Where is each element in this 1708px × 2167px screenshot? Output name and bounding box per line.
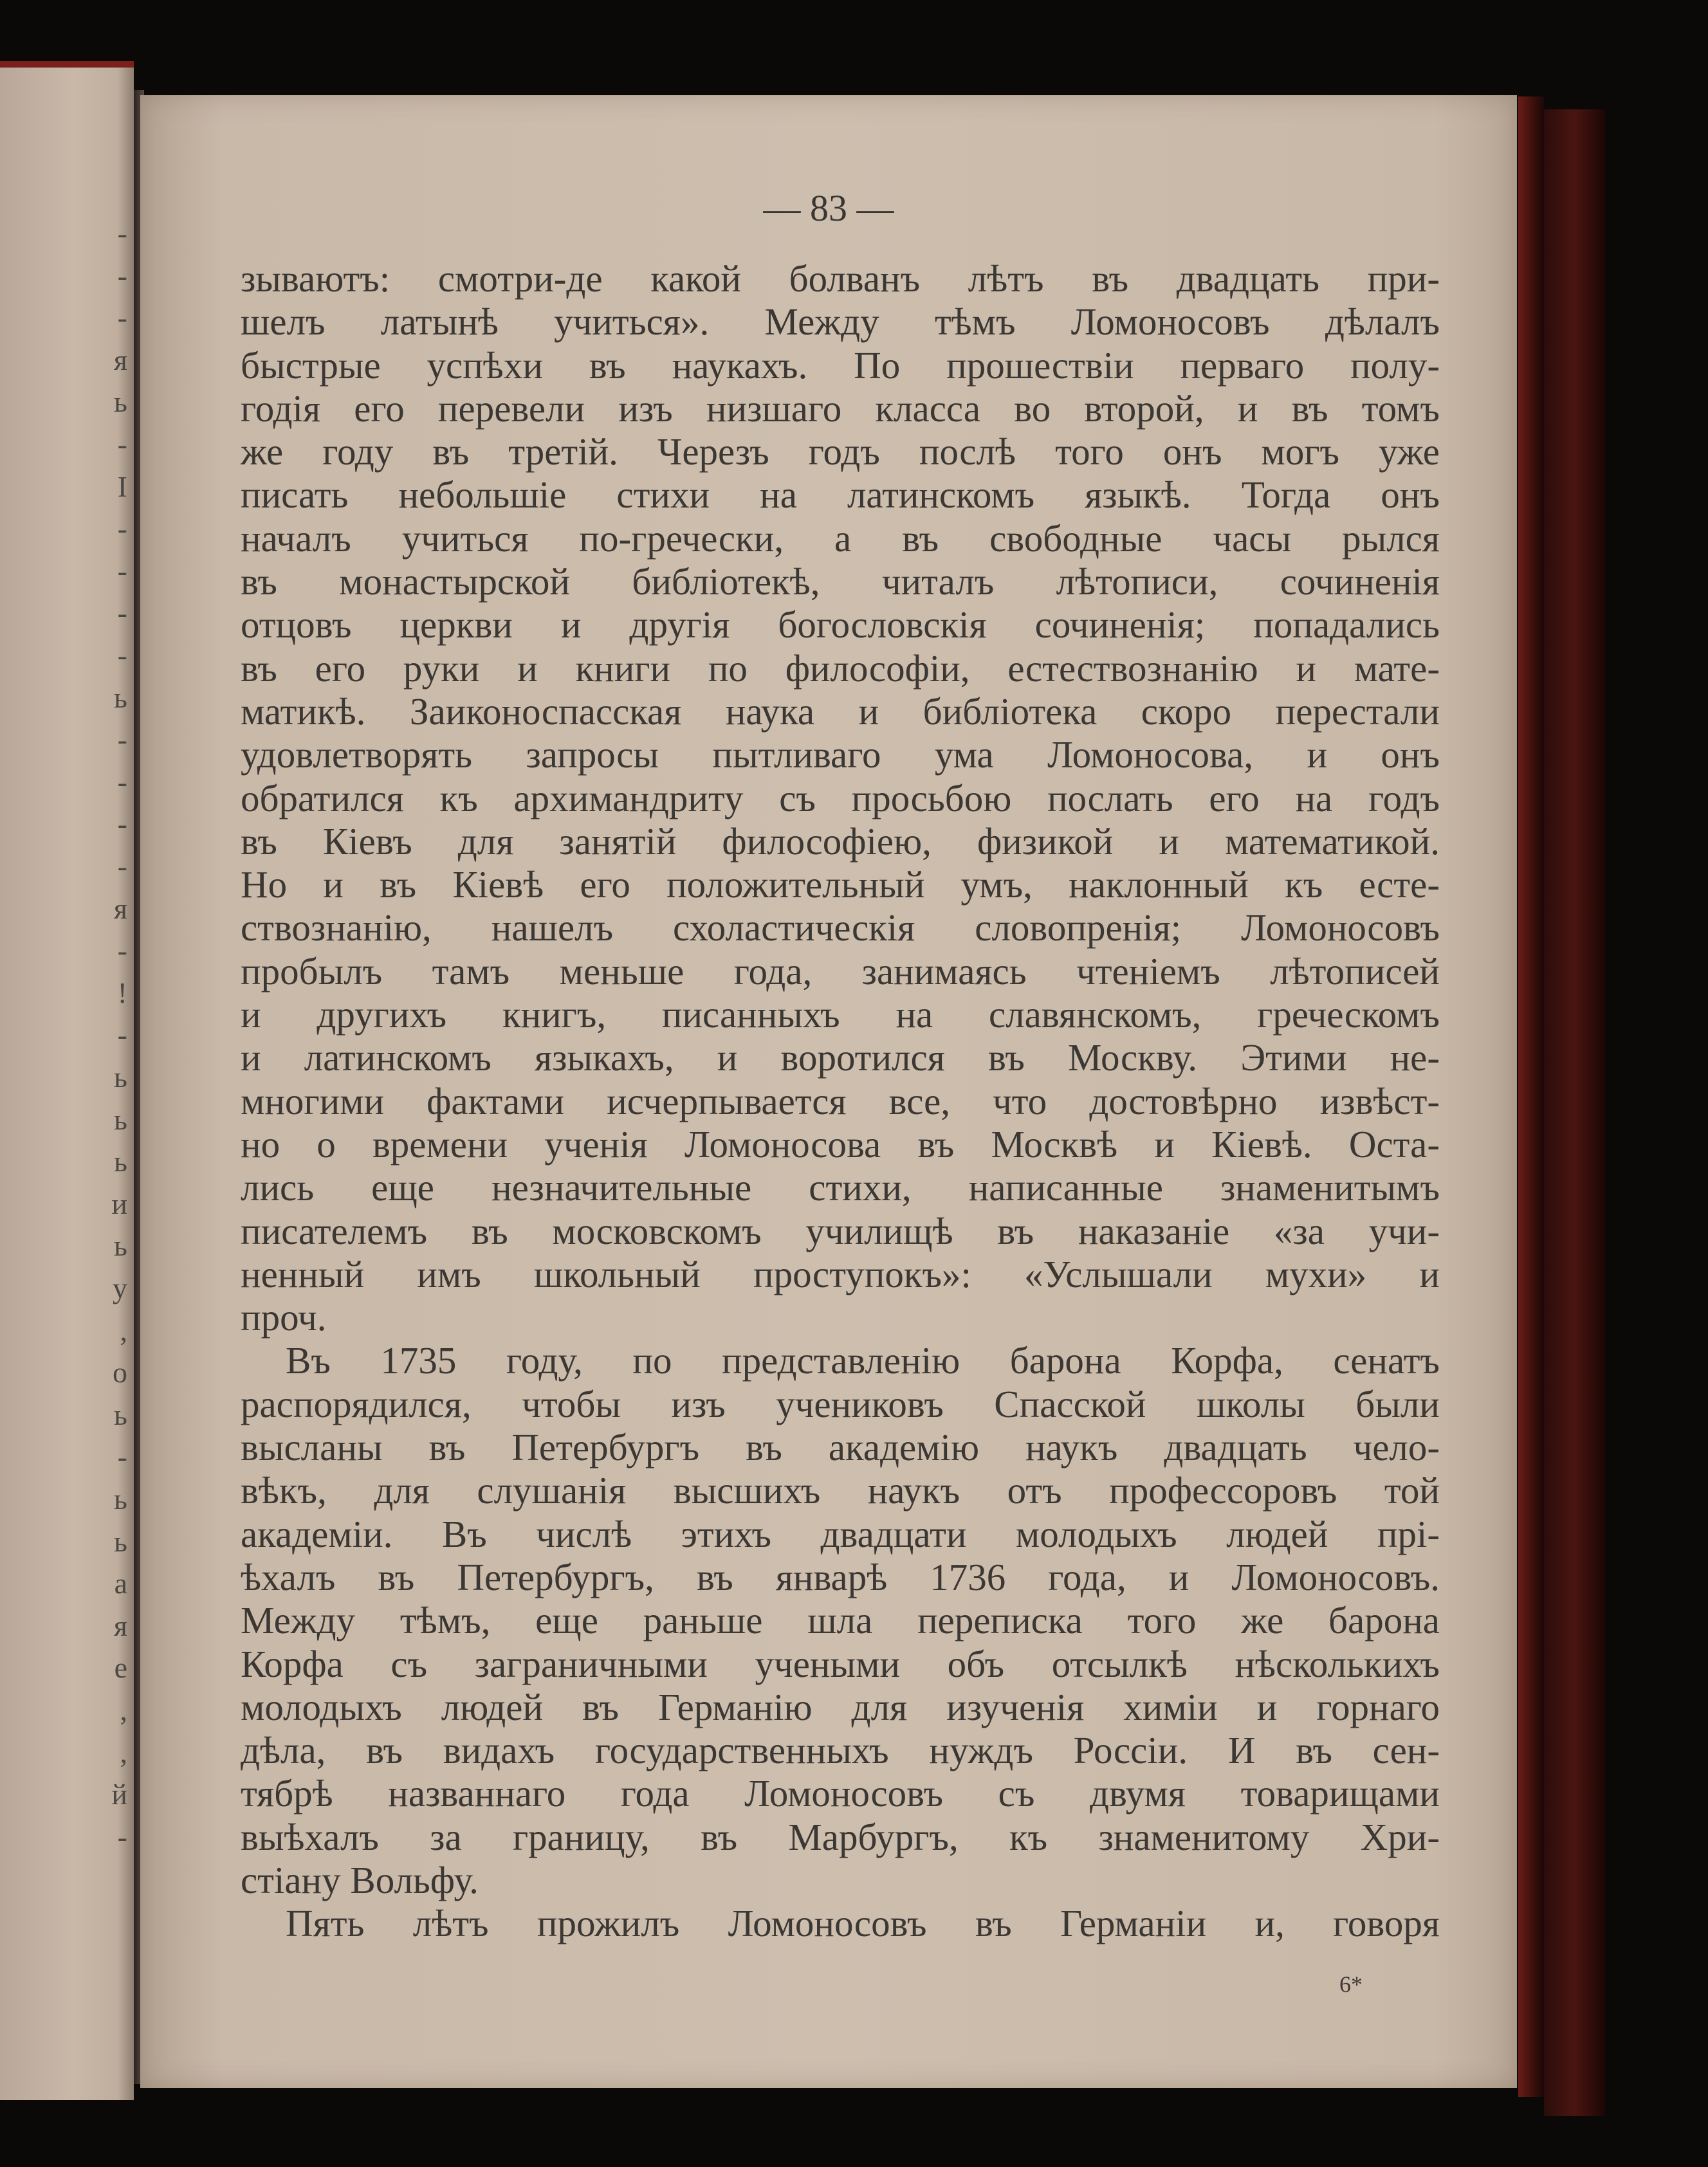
- previous-page-line-end: -: [117, 807, 127, 841]
- page-number: — 83 —: [763, 187, 894, 229]
- text-line: въ монастырской библіотекѣ, читалъ лѣтописи, сочиненія: [241, 560, 1440, 603]
- text-line: же году въ третій. Черезъ годъ послѣ того онъ могъ уже: [241, 430, 1440, 473]
- text-line: Но и въ Кіевѣ его положительный умъ, наклонный къ есте-: [241, 863, 1440, 906]
- previous-page-line-end: ь: [114, 681, 127, 714]
- text-line: шелъ латынѣ учиться». Между тѣмъ Ломоносовъ дѣлалъ: [241, 300, 1440, 343]
- text-line: многими фактами исчерпывается все, что достовѣрно извѣст-: [241, 1079, 1440, 1122]
- page-body-text: [241, 257, 1440, 1946]
- text-line: академіи. Въ числѣ этихъ двадцати молодыхъ людей прі-: [241, 1512, 1440, 1555]
- previous-page-line-end: ь: [114, 1145, 127, 1178]
- text-line: высланы въ Петербургъ въ академію наукъ двадцать чело-: [241, 1426, 1440, 1469]
- text-line: писать небольшіе стихи на латинскомъ языкѣ. Тогда онъ: [241, 473, 1440, 517]
- previous-page-line-end: -: [117, 1820, 127, 1853]
- previous-page-line-end: -: [117, 765, 127, 798]
- previous-page-line-end: ь: [114, 1102, 127, 1136]
- previous-page-line-end: !: [117, 976, 127, 1009]
- previous-page-line-end: -: [117, 428, 127, 461]
- text-line: въ его руки и книги по философіи, естествознанію и мате-: [241, 646, 1440, 690]
- text-line: писателемъ въ московскомъ училищѣ въ наказаніе «за учи-: [241, 1209, 1440, 1252]
- text-line: и латинскомъ языкахъ, и воротился въ Москву. Этими не-: [241, 1036, 1440, 1079]
- previous-page-line-end: -: [117, 512, 127, 545]
- previous-page-line-end: -: [117, 596, 127, 630]
- text-line: ствознанію, нашелъ схоластическія словопренія; Ломоносовъ: [241, 906, 1440, 949]
- text-line: Въ 1735 году, по представленію барона Корфа, сенатъ: [286, 1339, 1440, 1382]
- previous-page-edge: [0, 61, 134, 2100]
- text-line: Корфа съ заграничными учеными объ отсылкѣ нѣсколькихъ: [241, 1642, 1440, 1685]
- text-line: зываютъ: смотри-де какой болванъ лѣтъ въ двадцать при-: [241, 257, 1440, 300]
- previous-page-line-end: -: [117, 850, 127, 882]
- text-line: началъ учиться по-гречески, а въ свободные часы рылся: [241, 517, 1440, 560]
- previous-page-line-end: ,: [120, 1735, 127, 1769]
- book-cover-edge: [1544, 109, 1605, 2116]
- text-line: обратился къ архимандриту съ просьбою послать его на годъ: [241, 776, 1440, 819]
- previous-page-line-end: -: [117, 554, 127, 587]
- text-line: но о времени ученія Ломоносова въ Москвѣ и Кіевѣ. Оста-: [241, 1122, 1440, 1166]
- printer-signature-mark: 6*: [1339, 1971, 1363, 1997]
- previous-page-line-end: -: [117, 723, 127, 756]
- previous-page-line-end: а: [114, 1567, 127, 1600]
- previous-page-line-end: -: [117, 639, 127, 672]
- previous-page-line-end: я: [113, 891, 127, 925]
- previous-page-line-end: ь: [114, 1483, 127, 1515]
- previous-page-line-end: ,: [120, 1313, 127, 1347]
- previous-page-line-end: у: [113, 1272, 127, 1304]
- text-line: Пять лѣтъ прожилъ Ломоносовъ въ Германіи и, говоря: [286, 1902, 1440, 1945]
- text-line: проч.: [241, 1296, 327, 1339]
- text-line: лись еще незначительные стихи, написанные знаменитымъ: [241, 1166, 1440, 1209]
- previous-page-line-end: и: [111, 1187, 127, 1220]
- text-line: тябрѣ названнаго года Ломоносовъ съ двумя товарищами: [241, 1772, 1440, 1815]
- previous-page-line-end: -: [117, 259, 127, 292]
- previous-page-line-end: ь: [114, 1398, 127, 1431]
- text-line: дѣла, въ видахъ государственныхъ нуждъ Россіи. И въ сен-: [241, 1729, 1440, 1772]
- previous-page-line-end: я: [113, 1609, 127, 1642]
- previous-page-line-end: ь: [114, 1061, 127, 1093]
- previous-page-line-end: я: [113, 343, 127, 376]
- text-line: быстрые успѣхи въ наукахъ. По прошествіи перваго полу-: [241, 343, 1440, 387]
- previous-page-line-end: -: [117, 217, 127, 250]
- previous-page-line-end: й: [111, 1778, 127, 1811]
- text-line: ненный имъ школьный проступокъ»: «Услышали мухи» и: [241, 1252, 1440, 1295]
- text-line: вѣкъ, для слушанія высшихъ наукъ отъ профессоровъ той: [241, 1469, 1440, 1512]
- text-line: матикѣ. Заиконоспасская наука и библіотека скоро перестали: [241, 690, 1440, 733]
- text-line: распорядился, чтобы изъ учениковъ Спасской школы были: [241, 1382, 1440, 1425]
- text-line: годія его перевели изъ низшаго класса во второй, и въ томъ: [241, 387, 1440, 430]
- text-line: и другихъ книгъ, писанныхъ на славянскомъ, греческомъ: [241, 993, 1440, 1036]
- previous-page-line-end: ь: [114, 1229, 127, 1263]
- previous-page-line-end: ь: [114, 1524, 127, 1558]
- text-line: пробылъ тамъ меньше года, занимаясь чтеніемъ лѣтописей: [241, 949, 1440, 992]
- text-line: стіану Вольфу.: [241, 1858, 479, 1901]
- book-page: [140, 95, 1517, 2088]
- previous-page-line-end: ,: [120, 1694, 127, 1726]
- previous-page-line-end: -: [117, 1018, 127, 1052]
- text-line: Между тѣмъ, еще раньше шла переписка того же барона: [241, 1599, 1440, 1642]
- text-line: отцовъ церкви и другія богословскія сочиненія; попадались: [241, 603, 1440, 646]
- previous-page-line-end: -: [117, 1440, 127, 1474]
- previous-page-line-end: о: [113, 1356, 127, 1389]
- text-line: выѣхалъ за границу, въ Марбургъ, къ знаменитому Хри-: [241, 1815, 1440, 1858]
- previous-page-line-end: -: [117, 301, 127, 334]
- previous-page-line-end: -: [117, 934, 127, 967]
- text-line: въ Кіевъ для занятій философіею, физикой и математикой.: [241, 819, 1440, 863]
- text-line: удовлетворять запросы пытливаго ума Ломоносова, и онъ: [241, 733, 1440, 776]
- previous-page-line-end: ь: [114, 385, 127, 419]
- previous-page-line-end: е: [114, 1651, 127, 1685]
- page-block-edge: [1518, 96, 1544, 2097]
- text-line: ѣхалъ въ Петербургъ, въ январѣ 1736 года, и Ломоносовъ.: [241, 1555, 1440, 1598]
- previous-page-line-end: I: [117, 470, 127, 503]
- text-line: молодыхъ людей въ Германію для изученія химіи и горнаго: [241, 1685, 1440, 1728]
